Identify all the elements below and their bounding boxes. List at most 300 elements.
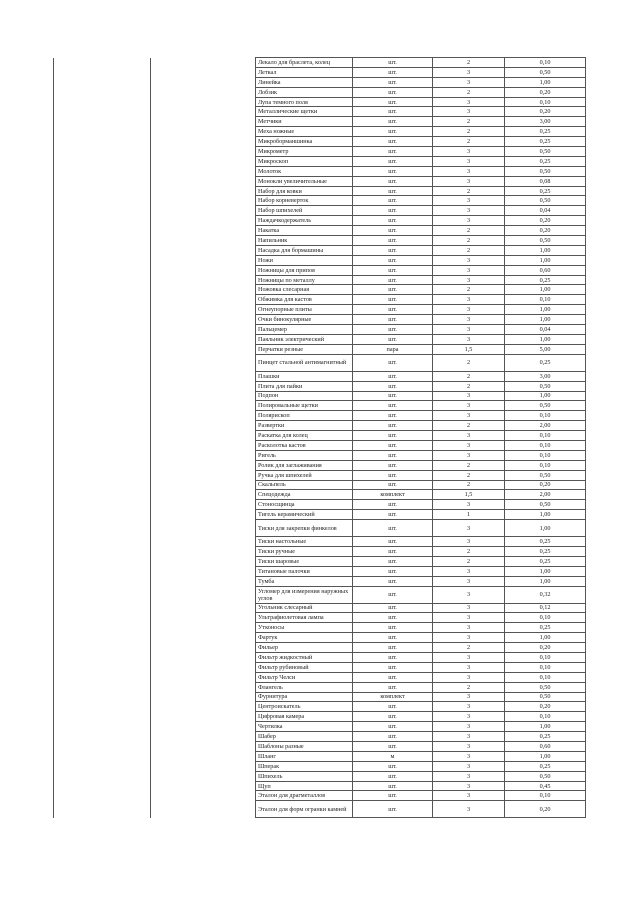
item-name-cell: Угольник слесарный <box>256 603 353 613</box>
quantity-cell: 3 <box>433 275 505 285</box>
spacer-cell <box>151 176 256 186</box>
quantity-cell: 2 <box>433 285 505 295</box>
quantity-cell: 3 <box>433 791 505 801</box>
value-cell: 0,25 <box>505 732 586 742</box>
unit-cell: шт. <box>353 520 433 537</box>
spacer-cell <box>54 460 151 470</box>
item-name-cell: Металлические щетки <box>256 107 353 117</box>
item-name-cell: Эталон для драгметаллов <box>256 791 353 801</box>
value-cell: 1,00 <box>505 722 586 732</box>
spacer-cell <box>151 77 256 87</box>
spacer-cell <box>54 147 151 157</box>
spacer-cell <box>151 633 256 643</box>
spacer-cell <box>151 117 256 127</box>
table-row <box>54 431 586 441</box>
spacer-cell <box>54 275 151 285</box>
spacer-cell <box>54 97 151 107</box>
item-name-cell: Леткал <box>256 67 353 77</box>
item-name-cell: Флангель <box>256 682 353 692</box>
value-cell: 0,10 <box>505 411 586 421</box>
spacer-cell <box>54 643 151 653</box>
spacer-cell <box>151 67 256 77</box>
unit-cell: шт. <box>353 137 433 147</box>
spacer-cell <box>54 315 151 325</box>
spacer-cell <box>151 520 256 537</box>
spacer-cell <box>151 196 256 206</box>
item-name-cell: Утконосы <box>256 623 353 633</box>
value-cell: 0,20 <box>505 87 586 97</box>
quantity-cell: 3 <box>433 391 505 401</box>
spacer-cell <box>54 791 151 801</box>
unit-cell: шт. <box>353 576 433 586</box>
spacer-cell <box>151 732 256 742</box>
spacer-cell <box>151 401 256 411</box>
quantity-cell: 3 <box>433 633 505 643</box>
quantity-cell: 3 <box>433 672 505 682</box>
unit-cell: шт. <box>353 603 433 613</box>
unit-cell: шт. <box>353 58 433 68</box>
value-cell: 1,00 <box>505 510 586 520</box>
table-row <box>54 771 586 781</box>
value-cell: 0,50 <box>505 67 586 77</box>
spacer-cell <box>151 295 256 305</box>
value-cell: 0,20 <box>505 702 586 712</box>
quantity-cell: 2 <box>433 186 505 196</box>
value-cell: 0,20 <box>505 801 586 818</box>
item-name-cell: Угломер для измерения наружных углов <box>256 586 353 603</box>
spacer-cell <box>54 196 151 206</box>
spacer-cell <box>151 344 256 354</box>
spacer-cell <box>151 722 256 732</box>
table-row <box>54 325 586 335</box>
spacer-cell <box>54 107 151 117</box>
unit-cell: шт. <box>353 480 433 490</box>
value-cell: 0,50 <box>505 196 586 206</box>
table-row <box>54 712 586 722</box>
unit-cell: шт. <box>353 722 433 732</box>
item-name-cell: Молоток <box>256 166 353 176</box>
table-row <box>54 500 586 510</box>
item-name-cell: Фильтр жидкостный <box>256 652 353 662</box>
spacer-cell <box>54 305 151 315</box>
unit-cell: шт. <box>353 156 433 166</box>
item-name-cell: Щуп <box>256 781 353 791</box>
table-row <box>54 285 586 295</box>
table-row <box>54 801 586 818</box>
table-row <box>54 391 586 401</box>
item-name-cell: Шпихель <box>256 771 353 781</box>
quantity-cell: 3 <box>433 440 505 450</box>
spacer-cell <box>54 295 151 305</box>
quantity-cell: 3 <box>433 500 505 510</box>
table-body <box>54 58 586 818</box>
unit-cell: шт. <box>353 401 433 411</box>
table-row <box>54 354 586 371</box>
item-name-cell: Наждачкодержатель <box>256 216 353 226</box>
spacer-cell <box>151 236 256 246</box>
quantity-cell: 2 <box>433 371 505 381</box>
spacer-cell <box>54 176 151 186</box>
quantity-cell: 3 <box>433 206 505 216</box>
table-row <box>54 265 586 275</box>
quantity-cell: 2 <box>433 421 505 431</box>
item-name-cell: Развертки <box>256 421 353 431</box>
unit-cell: шт. <box>353 732 433 742</box>
unit-cell: шт. <box>353 702 433 712</box>
quantity-cell: 3 <box>433 97 505 107</box>
spacer-cell <box>151 147 256 157</box>
spacer-cell <box>54 682 151 692</box>
quantity-cell: 2 <box>433 643 505 653</box>
unit-cell: шт. <box>353 440 433 450</box>
spacer-cell <box>54 742 151 752</box>
unit-cell: шт. <box>353 791 433 801</box>
value-cell: 0,04 <box>505 325 586 335</box>
spacer-cell <box>54 354 151 371</box>
value-cell: 0,10 <box>505 712 586 722</box>
table-row <box>54 751 586 761</box>
table-row <box>54 137 586 147</box>
spacer-cell <box>151 156 256 166</box>
quantity-cell: 3 <box>433 603 505 613</box>
spacer-cell <box>151 546 256 556</box>
spacer-cell <box>54 652 151 662</box>
item-name-cell: Расколотка кастов <box>256 440 353 450</box>
spacer-cell <box>54 450 151 460</box>
quantity-cell: 2 <box>433 480 505 490</box>
spacer-cell <box>54 431 151 441</box>
value-cell: 5,00 <box>505 344 586 354</box>
table-row <box>54 460 586 470</box>
spacer-cell <box>151 643 256 653</box>
spacer-cell <box>151 265 256 275</box>
table-row <box>54 334 586 344</box>
quantity-cell: 3 <box>433 623 505 633</box>
spacer-cell <box>54 255 151 265</box>
value-cell: 0,25 <box>505 761 586 771</box>
value-cell: 2,00 <box>505 421 586 431</box>
unit-cell: шт. <box>353 712 433 722</box>
item-name-cell: Метчики <box>256 117 353 127</box>
quantity-cell: 3 <box>433 176 505 186</box>
quantity-cell: 2 <box>433 245 505 255</box>
unit-cell: шт. <box>353 325 433 335</box>
spacer-cell <box>151 490 256 500</box>
table-row <box>54 344 586 354</box>
table-row <box>54 652 586 662</box>
quantity-cell: 3 <box>433 781 505 791</box>
value-cell: 0,25 <box>505 546 586 556</box>
unit-cell: шт. <box>353 761 433 771</box>
table-row <box>54 682 586 692</box>
unit-cell: шт. <box>353 500 433 510</box>
spacer-cell <box>151 371 256 381</box>
item-name-cell: Ножницы по металлу <box>256 275 353 285</box>
value-cell: 1,00 <box>505 334 586 344</box>
item-name-cell: Шаблоны разные <box>256 742 353 752</box>
table-row <box>54 537 586 547</box>
spacer-cell <box>151 682 256 692</box>
spacer-cell <box>54 117 151 127</box>
value-cell: 1,00 <box>505 77 586 87</box>
item-name-cell: Очки бинокулярные <box>256 315 353 325</box>
spacer-cell <box>151 431 256 441</box>
table-row <box>54 566 586 576</box>
spacer-cell <box>54 566 151 576</box>
item-name-cell: Фартук <box>256 633 353 643</box>
value-cell: 2,00 <box>505 490 586 500</box>
value-cell: 0,25 <box>505 137 586 147</box>
item-name-cell: Напильник <box>256 236 353 246</box>
spacer-cell <box>54 480 151 490</box>
table-row <box>54 216 586 226</box>
unit-cell: шт. <box>353 613 433 623</box>
unit-cell: шт. <box>353 460 433 470</box>
unit-cell: м <box>353 751 433 761</box>
unit-cell: шт. <box>353 67 433 77</box>
table-row <box>54 546 586 556</box>
quantity-cell: 3 <box>433 712 505 722</box>
value-cell: 0,20 <box>505 226 586 236</box>
spacer-cell <box>151 255 256 265</box>
quantity-cell: 2 <box>433 381 505 391</box>
table-row <box>54 411 586 421</box>
spacer-cell <box>151 127 256 137</box>
quantity-cell: 2 <box>433 117 505 127</box>
unit-cell: шт. <box>353 87 433 97</box>
value-cell: 0,50 <box>505 401 586 411</box>
spacer-cell <box>54 77 151 87</box>
spacer-cell <box>54 623 151 633</box>
table-row <box>54 315 586 325</box>
value-cell: 1,00 <box>505 255 586 265</box>
item-name-cell: Шланг <box>256 751 353 761</box>
spacer-cell <box>54 371 151 381</box>
quantity-cell: 2 <box>433 470 505 480</box>
unit-cell: шт. <box>353 315 433 325</box>
spacer-cell <box>151 325 256 335</box>
spacer-cell <box>54 137 151 147</box>
unit-cell: шт. <box>353 411 433 421</box>
table-row <box>54 176 586 186</box>
table-row <box>54 440 586 450</box>
value-cell: 0,10 <box>505 431 586 441</box>
quantity-cell: 3 <box>433 576 505 586</box>
unit-cell: шт. <box>353 566 433 576</box>
spacer-cell <box>54 537 151 547</box>
spacer-cell <box>54 712 151 722</box>
spacer-cell <box>151 216 256 226</box>
unit-cell: шт. <box>353 537 433 547</box>
quantity-cell: 3 <box>433 315 505 325</box>
unit-cell: шт. <box>353 206 433 216</box>
value-cell: 0,50 <box>505 692 586 702</box>
table-row <box>54 236 586 246</box>
item-name-cell: Лекало для браслета, колец <box>256 58 353 68</box>
quantity-cell: 3 <box>433 107 505 117</box>
quantity-cell: 3 <box>433 67 505 77</box>
quantity-cell: 3 <box>433 147 505 157</box>
quantity-cell: 1,5 <box>433 344 505 354</box>
item-name-cell: Набор шпихелей <box>256 206 353 216</box>
table-row <box>54 371 586 381</box>
quantity-cell: 2 <box>433 236 505 246</box>
item-name-cell: Тумба <box>256 576 353 586</box>
spacer-cell <box>151 613 256 623</box>
unit-cell: шт. <box>353 305 433 315</box>
value-cell: 0,10 <box>505 97 586 107</box>
item-name-cell: Ручка для шпихелей <box>256 470 353 480</box>
spacer-cell <box>54 334 151 344</box>
unit-cell: шт. <box>353 117 433 127</box>
value-cell: 0,50 <box>505 236 586 246</box>
table-row <box>54 556 586 566</box>
quantity-cell: 3 <box>433 305 505 315</box>
spacer-cell <box>151 58 256 68</box>
quantity-cell: 3 <box>433 722 505 732</box>
table-row <box>54 732 586 742</box>
quantity-cell: 3 <box>433 662 505 672</box>
spacer-cell <box>151 761 256 771</box>
spacer-cell <box>151 586 256 603</box>
value-cell: 0,10 <box>505 295 586 305</box>
table-row <box>54 603 586 613</box>
spacer-cell <box>151 315 256 325</box>
unit-cell: шт. <box>353 801 433 818</box>
table-row <box>54 662 586 672</box>
table-row <box>54 510 586 520</box>
quantity-cell: 3 <box>433 166 505 176</box>
quantity-cell: 3 <box>433 613 505 623</box>
table-row <box>54 401 586 411</box>
value-cell: 0,20 <box>505 480 586 490</box>
table-row <box>54 450 586 460</box>
unit-cell: шт. <box>353 510 433 520</box>
quantity-cell: 1 <box>433 510 505 520</box>
quantity-cell: 3 <box>433 732 505 742</box>
value-cell: 0,10 <box>505 652 586 662</box>
value-cell: 0,60 <box>505 265 586 275</box>
spacer-cell <box>151 702 256 712</box>
spacer-cell <box>151 97 256 107</box>
item-name-cell: Плита для пайки <box>256 381 353 391</box>
spacer-cell <box>54 500 151 510</box>
unit-cell: шт. <box>353 431 433 441</box>
unit-cell: шт. <box>353 226 433 236</box>
item-name-cell: Эталон для форм огранки камней <box>256 801 353 818</box>
value-cell: 1,00 <box>505 315 586 325</box>
item-name-cell: Чертилка <box>256 722 353 732</box>
unit-cell: шт. <box>353 236 433 246</box>
spacer-cell <box>54 662 151 672</box>
spacer-cell <box>54 245 151 255</box>
unit-cell: шт. <box>353 245 433 255</box>
table-row <box>54 166 586 176</box>
table-row <box>54 117 586 127</box>
value-cell: 0,25 <box>505 127 586 137</box>
spacer-cell <box>151 652 256 662</box>
spacer-cell <box>151 742 256 752</box>
spacer-cell <box>54 236 151 246</box>
item-name-cell: Монокли увеличительные <box>256 176 353 186</box>
quantity-cell: 3 <box>433 77 505 87</box>
unit-cell: шт. <box>353 682 433 692</box>
item-name-cell: Центроискатель <box>256 702 353 712</box>
item-name-cell: Накатка <box>256 226 353 236</box>
table-row <box>54 67 586 77</box>
table-row <box>54 702 586 712</box>
quantity-cell: 2 <box>433 127 505 137</box>
value-cell: 0,50 <box>505 500 586 510</box>
item-name-cell: Раскатка для колец <box>256 431 353 441</box>
spacer-cell <box>151 450 256 460</box>
spacer-cell <box>151 411 256 421</box>
value-cell: 0,50 <box>505 166 586 176</box>
spacer-cell <box>151 801 256 818</box>
unit-cell: комплект <box>353 692 433 702</box>
item-name-cell: Стоносщинца <box>256 500 353 510</box>
spacer-cell <box>151 662 256 672</box>
quantity-cell: 3 <box>433 692 505 702</box>
spacer-cell <box>54 67 151 77</box>
spacer-cell <box>151 440 256 450</box>
item-name-cell: Паяльник электрический <box>256 334 353 344</box>
spacer-cell <box>151 334 256 344</box>
unit-cell: шт. <box>353 77 433 87</box>
spacer-cell <box>54 546 151 556</box>
value-cell: 0,10 <box>505 58 586 68</box>
table-row <box>54 470 586 480</box>
unit-cell: шт. <box>353 334 433 344</box>
unit-cell: шт. <box>353 546 433 556</box>
quantity-cell: 2 <box>433 682 505 692</box>
spacer-cell <box>54 633 151 643</box>
item-name-cell: Шабер <box>256 732 353 742</box>
value-cell: 3,00 <box>505 371 586 381</box>
value-cell: 0,25 <box>505 623 586 633</box>
quantity-cell: 3 <box>433 771 505 781</box>
spacer-cell <box>151 712 256 722</box>
item-name-cell: Скальпель <box>256 480 353 490</box>
spacer-cell <box>151 556 256 566</box>
unit-cell: шт. <box>353 421 433 431</box>
item-name-cell: Цифровая камера <box>256 712 353 722</box>
spacer-cell <box>151 781 256 791</box>
item-name-cell: Ультрафиолетовая лампа <box>256 613 353 623</box>
table-row <box>54 586 586 603</box>
item-name-cell: Ножницы для припоя <box>256 265 353 275</box>
unit-cell: шт. <box>353 295 433 305</box>
unit-cell: пара <box>353 344 433 354</box>
spacer-cell <box>151 791 256 801</box>
spacer-cell <box>151 480 256 490</box>
spacer-cell <box>54 801 151 818</box>
unit-cell: шт. <box>353 354 433 371</box>
unit-cell: шт. <box>353 285 433 295</box>
quantity-cell: 2 <box>433 226 505 236</box>
item-name-cell: Плашки <box>256 371 353 381</box>
value-cell: 1,00 <box>505 576 586 586</box>
spacer-cell <box>54 702 151 712</box>
value-cell: 0,10 <box>505 450 586 460</box>
spacer-cell <box>151 672 256 682</box>
unit-cell: шт. <box>353 127 433 137</box>
table-row <box>54 742 586 752</box>
table-row <box>54 245 586 255</box>
table-row <box>54 791 586 801</box>
quantity-cell: 2 <box>433 58 505 68</box>
quantity-cell: 3 <box>433 255 505 265</box>
